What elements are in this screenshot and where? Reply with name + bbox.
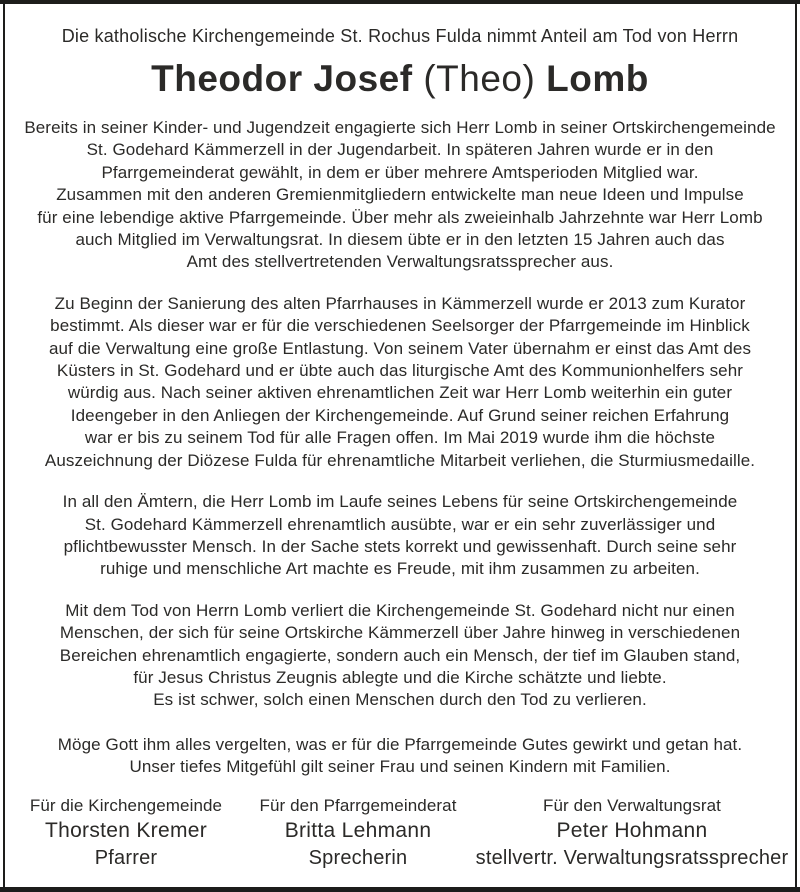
signature-role: Sprecherin: [308, 846, 408, 869]
signature-role: stellvertr. Verwaltungsratssprecher: [475, 846, 789, 869]
deceased-nickname: (Theo): [423, 58, 536, 99]
signature-column-kirchengemeinde: [5, 795, 247, 872]
obituary-paragraph-1: Bereits in seiner Kinder- und Jugendzeit engagierte sich Herr Lomb in seiner Ortskirchengemeinde St. Godehard Kämmerzell in der Jugendarbeit. In späteren Jahren wurde er in den Pfarrgemeinderat gewählt, in dem er über mehrere Amtsperioden Mitglied war. Zusammen mit den anderen Gremienmitgliedern entwickelte man neue Ideen und Impulse für eine lebendige aktive Pfarrgemeinde. Über mehr als zweieinhalb Jahrzehnte war Herr Lomb auch Mitglied im Verwaltungsrat. In diesem übte er in den letzten 15 Jahren auch das Amt des stellvertretenden Verwaltungsratssprecher aus.: [24, 118, 776, 272]
obituary-paragraph-4: Mit dem Tod von Herrn Lomb verliert die Kirchengemeinde St. Godehard nicht nur einen Menschen, der sich für seine Ortskirche Kämmerzell über Jahre hinweg in verschiedenen Bereichen ehrenamtlich engagierte, sondern auch ein Mensch, der tief im Glauben stand, für Jesus Christus Zeugnis ablegte und die Kirche schätzte und liebte. Es ist schwer, solch einen Menschen durch den Tod zu verlieren.: [59, 600, 741, 710]
signature-role: Pfarrer: [94, 846, 158, 869]
intro-line: Die katholische Kirchengemeinde St. Rochus Fulda nimmt Anteil am Tod von Herrn: [61, 26, 739, 46]
signature-name: Thorsten Kremer: [44, 818, 208, 842]
signature-heading: Für die Kirchengemeinde: [29, 795, 223, 815]
signature-heading: Für den Verwaltungsrat: [543, 795, 721, 815]
obituary-paragraph-5: Möge Gott ihm alles vergelten, was er für die Pfarrgemeinde Gutes gewirkt und getan hat. Unser tiefes Mitgefühl gilt seiner Frau und seinen Kindern mit Familien.: [57, 734, 743, 777]
signature-heading: Für den Pfarrgemeinderat: [259, 795, 457, 815]
frame-right-border: [795, 0, 797, 892]
notice-content: [5, 4, 795, 887]
frame-bottom-border: [0, 887, 800, 892]
signature-name: Britta Lehmann: [284, 818, 432, 842]
obituary-paragraph-3: In all den Ämtern, die Herr Lomb im Laufe seines Lebens für seine Ortskirchengemeinde St. Godehard Kämmerzell ehrenamtlich ausübte, war er ein sehr zuverlässiger und pflichtbewusster Mensch. In der Sache stets korrekt und gewissenhaft. Durch seine sehr ruhige und menschliche Art machte es Freude, mit ihm zusammen zu arbeiten.: [62, 492, 738, 579]
deceased-name: [5, 56, 795, 102]
deceased-surname: Lomb: [546, 58, 649, 99]
signature-name: Peter Hohmann: [556, 818, 708, 842]
obituary-paragraph-2: Zu Beginn der Sanierung des alten Pfarrhauses in Kämmerzell wurde er 2013 zum Kurator bestimmt. Als dieser war er für die verschiedenen Seelsorger der Pfarrgemeinde im Hinblick auf die Verwaltung eine große Entlastung. Von seinem Vater übernahm er einst das Amt des Küsters in St. Godehard und er übte auch das liturgische Amt des Kommunionhelfers sehr würdig aus. Nach seiner aktiven ehrenamtlichen Zeit war Herr Lomb weiterhin ein guter Ideengeber in den Anliegen der Kirchengemeinde. Auf Grund seiner reichen Erfahrung war er bis zu seinem Tod für alle Fragen offen. Im Mai 2019 wurde ihm die höchste Auszeichnung der Diözese Fulda für ehrenamtliche Mitarbeit verliehen, die Sturmiusmedaille.: [44, 293, 756, 470]
signature-column-verwaltungsrat: [469, 795, 795, 872]
deceased-first-names: Theodor Josef: [151, 58, 413, 99]
signature-column-pfarrgemeinderat: [247, 795, 469, 872]
signatures: [5, 795, 795, 872]
